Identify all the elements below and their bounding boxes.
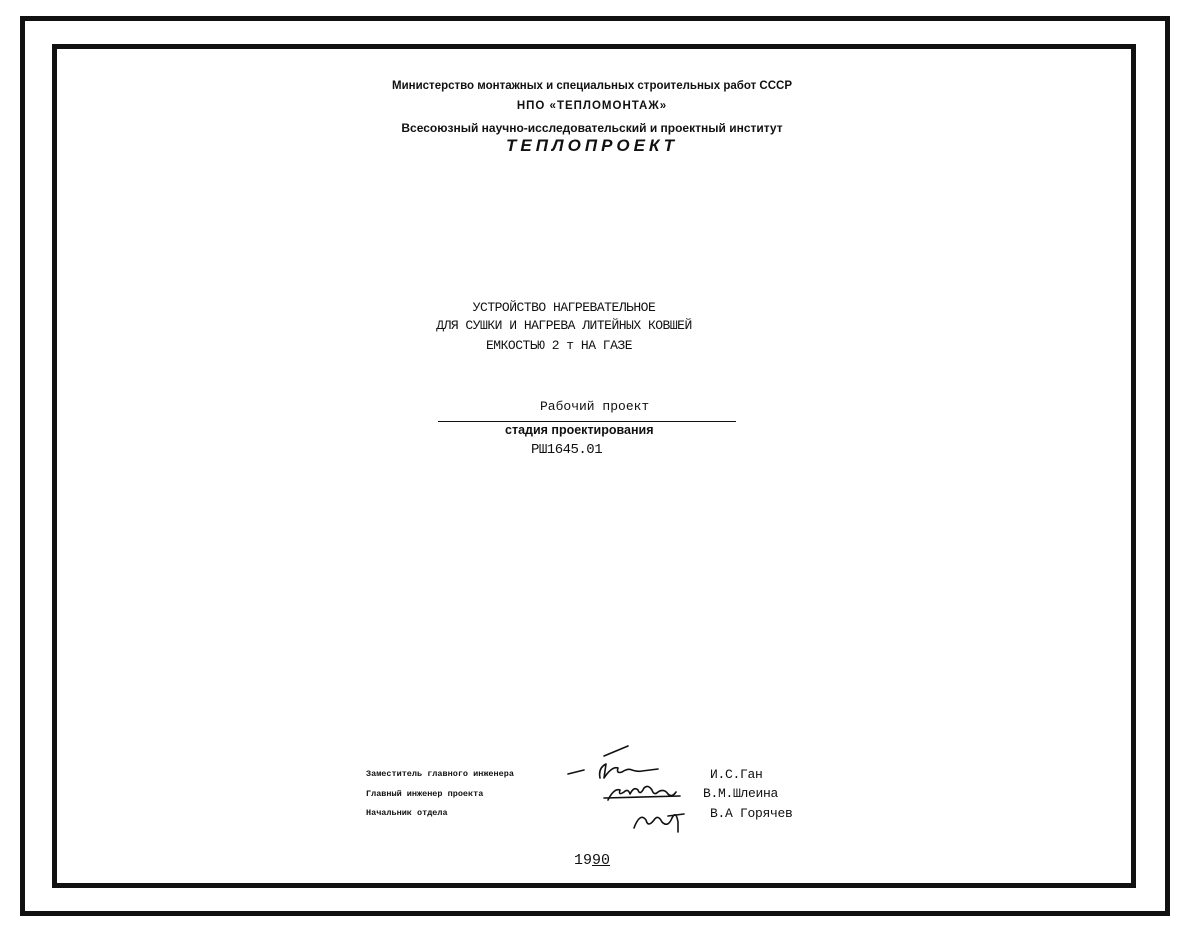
name-shleina: В.М.Шлеина [703,786,779,801]
role-department-head: Начальник отдела [366,808,448,818]
institute-name: ТЕПЛОПРОЕКТ [505,136,679,155]
year-prefix: 19 [574,852,593,869]
stage-label: стадия проектирования [505,423,654,437]
ministry-heading: Министерство монтажных и специальных строительных работ СССР [392,80,792,92]
title-line-1: УСТРОЙСТВО НАГРЕВАТЕЛЬНОЕ [472,300,656,315]
name-goryachev: В.А Горячев [710,806,793,821]
title-line-2: ДЛЯ СУШКИ И НАГРЕВА ЛИТЕЙНЫХ КОВШЕЙ [436,318,692,333]
document-code: РШ1645.01 [531,442,603,458]
name-gan: И.С.Ган [710,767,763,782]
stage-divider [438,421,736,422]
year-suffix: 90 [592,852,611,869]
title-line-3: ЕМКОСТЬЮ 2 т НА ГАЗЕ [485,338,633,353]
document-type: Рабочий проект [540,399,650,414]
year [574,852,610,869]
role-deputy-chief-engineer: Заместитель главного инженера [366,769,514,779]
npo-heading: НПО «ТЕПЛОМОНТАЖ» [516,100,668,112]
role-chief-project-engineer: Главный инженер проекта [366,789,484,799]
institute-heading: Всесоюзный научно-исследовательский и проектный институт [401,121,783,135]
handwritten-signatures [560,738,710,838]
